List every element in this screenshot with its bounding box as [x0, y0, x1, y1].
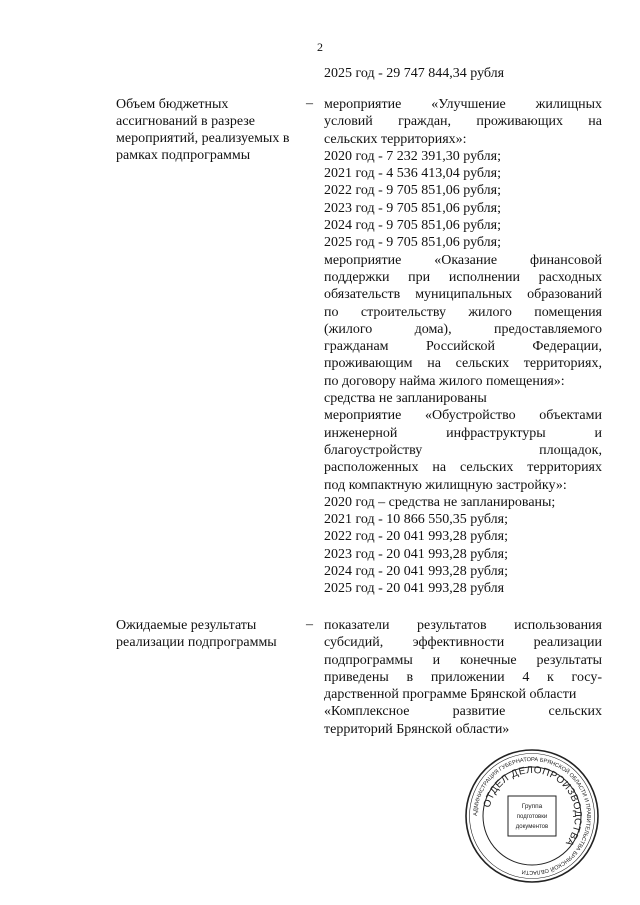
content-line: 2020 год - 7 232 391,30 рубля;: [324, 148, 501, 164]
content-line: мероприятие «Улучшение жилищных: [324, 97, 602, 112]
content-line: субсидий, эффективности реализации: [324, 635, 602, 651]
label-line: Ожидаемые результаты: [116, 618, 257, 633]
content-line: под компактную жилищную застройку»:: [324, 477, 567, 493]
content-line: обязательств муниципальных образований: [324, 287, 602, 303]
content-line: 2025 год - 9 705 851,06 рубля;: [324, 235, 501, 251]
content-line: 2021 год - 10 866 550,35 рубля;: [324, 512, 508, 528]
label-line: ассигнований в разрезе: [116, 114, 255, 129]
content-line: (жилого дома), предоставляемого: [324, 321, 602, 337]
content-line: по договору найма жилого помещения»:: [324, 373, 565, 389]
section-results-content: [324, 617, 602, 738]
page-number: 2: [317, 40, 323, 54]
stamp-outer-text: АДМИНИСТРАЦИЯ ГУБЕРНАТОРА БРЯНСКОЙ ОБЛАСТИ И ПРАВИТЕЛЬСТВА БРЯНСКОЙ ОБЛАСТИ: [472, 756, 592, 876]
content-line: 2025 год - 20 041 993,28 рубля: [324, 581, 505, 597]
content-line: приведены в приложении 4 к госу-: [324, 669, 602, 685]
stamp-center-line: подготовки: [516, 814, 548, 820]
content-line: 2024 год - 20 041 993,28 рубля;: [324, 564, 508, 580]
stamp-center-line: Группа: [521, 803, 543, 810]
content-line: 2024 год - 9 705 851,06 рубля;: [324, 218, 501, 234]
content-line: 2021 год - 4 536 413,04 рубля;: [324, 166, 501, 182]
content-line: проживающим на сельских территориях,: [324, 356, 602, 372]
content-line: территорий Брянской области»: [324, 721, 510, 737]
section-results-label: [116, 617, 308, 651]
content-line: дарственной программе Брянской области: [324, 687, 577, 703]
content-line: «Комплексное развитие сельских: [324, 704, 602, 720]
label-line: рамках подпрограммы: [116, 148, 251, 163]
content-line: 2023 год - 20 041 993,28 рубля;: [324, 546, 508, 562]
label-line: реализации подпрограммы: [116, 635, 277, 650]
content-line: благоустройству площадок,: [324, 442, 602, 458]
label-line: мероприятий, реализуемых в: [116, 131, 290, 146]
section-results-dash: –: [306, 617, 313, 632]
content-line: гражданам Российской Федерации,: [324, 339, 602, 355]
section-budget-dash: –: [306, 96, 313, 111]
content-line: подпрограммы и конечные результаты: [324, 652, 602, 668]
content-line: 2020 год – средства не запланированы;: [324, 494, 556, 510]
content-line: средства не запланированы: [324, 391, 487, 407]
stamp-center-line: документов: [515, 824, 549, 830]
label-line: Объем бюджетных: [116, 97, 229, 112]
content-line: сельских территориях»:: [324, 131, 467, 147]
budget-2025-total-line: 2025 год - 29 747 844,34 рубля: [324, 66, 505, 81]
content-line: расположенных на сельских территориях: [324, 460, 602, 476]
content-line: показатели результатов использования: [324, 618, 602, 633]
content-line: по строительству жилого помещения: [324, 304, 602, 320]
content-line: инженерной инфраструктуры и: [324, 425, 602, 441]
content-line: поддержки при исполнении расходных: [324, 269, 602, 285]
content-line: 2022 год - 9 705 851,06 рубля;: [324, 183, 501, 199]
section-budget-content: [324, 96, 602, 598]
content-line: мероприятие «Обустройство объектами: [324, 408, 602, 424]
stamp-inner-text: ОТДЕЛ ДЕЛОПРОИЗВОДСТВА: [481, 764, 584, 849]
section-budget-label: [116, 96, 308, 164]
content-line: мероприятие «Оказание финансовой: [324, 252, 602, 268]
department-stamp: [464, 748, 600, 884]
content-line: 2023 год - 9 705 851,06 рубля;: [324, 200, 501, 216]
content-line: 2022 год - 20 041 993,28 рубля;: [324, 529, 508, 545]
content-line: условий граждан, проживающих на: [324, 114, 602, 130]
